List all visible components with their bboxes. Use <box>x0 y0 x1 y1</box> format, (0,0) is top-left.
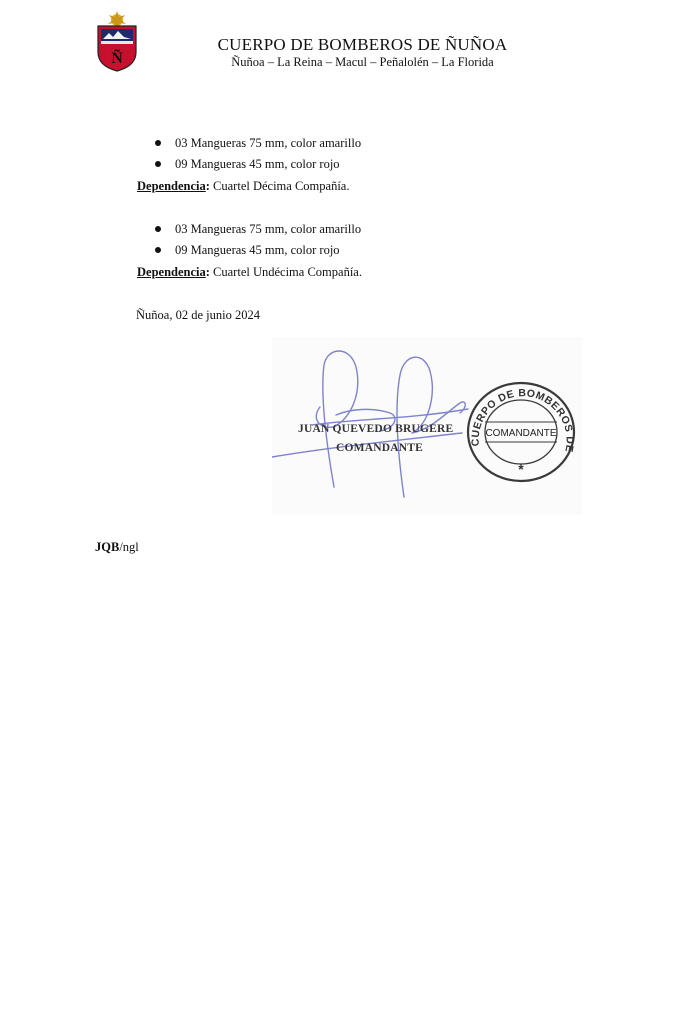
dependencia-value: Cuartel Undécima Compañía. <box>209 265 362 279</box>
list-item: 03 Mangueras 75 mm, color amarillo <box>155 222 361 237</box>
dependencia-line: Dependencia: Cuartel Undécima Compañía. <box>137 265 362 279</box>
official-seal-icon <box>465 380 577 484</box>
bullet-icon <box>155 247 161 253</box>
list-item: 09 Mangueras 45 mm, color rojo <box>155 243 340 258</box>
org-communes: Ñuñoa – La Reina – Macul – Peñalolén – La Florida <box>231 55 494 69</box>
dependencia-value: Cuartel Décima Compañía. <box>209 179 350 193</box>
signer-role: COMANDANTE <box>336 442 423 454</box>
svg-text:CUERPO DE BOMBEROS DE ÑUÑOA: CUERPO DE BOMBEROS DE <box>469 387 576 454</box>
bullet-icon <box>155 140 161 146</box>
bullet-icon <box>155 161 161 167</box>
dependencia-label: Dependencia <box>137 179 206 193</box>
svg-text:*: * <box>518 461 524 477</box>
dependencia-line: Dependencia: Cuartel Décima Compañía. <box>137 179 350 193</box>
svg-text:COMANDANTE: COMANDANTE <box>485 428 557 439</box>
signer-name: JUAN QUEVEDO BRUGERE <box>298 423 454 435</box>
list-item: 03 Mangueras 75 mm, color amarillo <box>155 136 361 151</box>
svg-text:Ñ: Ñ <box>111 50 123 67</box>
bullet-icon <box>155 226 161 232</box>
reference-initials: JQB/ngl <box>95 540 139 554</box>
dependencia-label: Dependencia <box>137 265 206 279</box>
list-item: 09 Mangueras 45 mm, color rojo <box>155 157 340 172</box>
date-line: Ñuñoa, 02 de junio 2024 <box>136 308 260 322</box>
org-title: CUERPO DE BOMBEROS DE ÑUÑOA <box>217 35 508 54</box>
